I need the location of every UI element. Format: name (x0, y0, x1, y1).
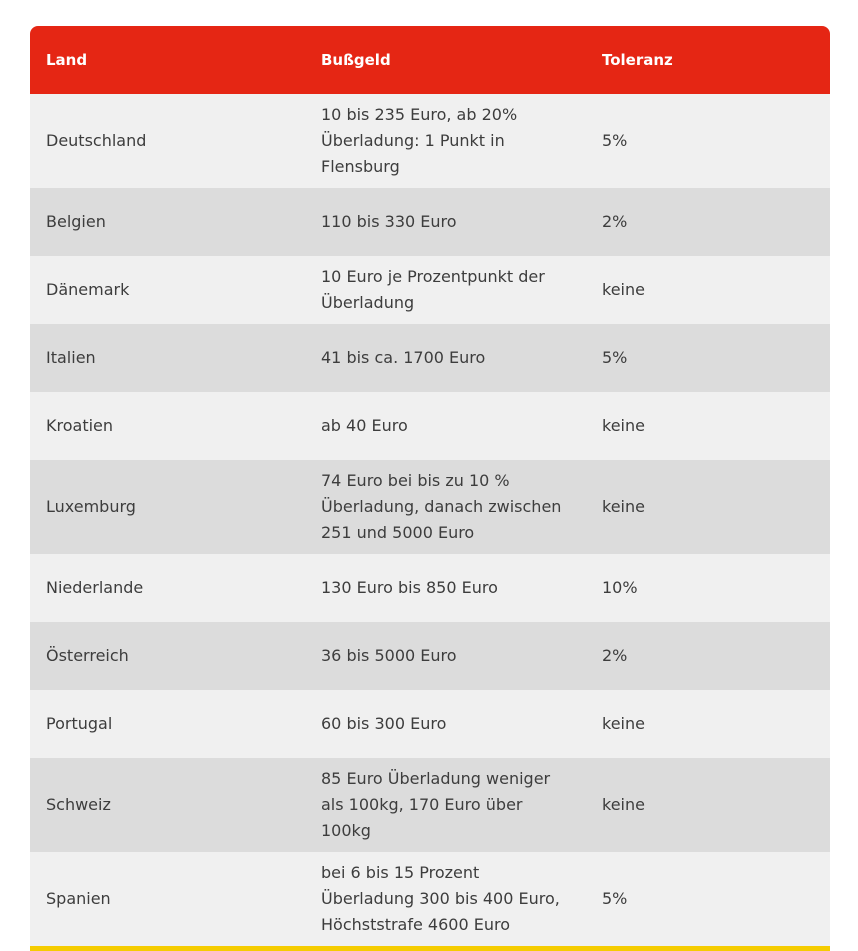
cell-bussgeld: 10 bis 235 Euro, ab 20% Überladung: 1 Punkt in Flensburg (321, 105, 518, 176)
fines-table (30, 26, 830, 951)
cell-toleranz: 10% (602, 578, 638, 597)
cell-land: Belgien (46, 212, 106, 231)
table-row (30, 758, 830, 852)
cell-toleranz: keine (602, 280, 645, 299)
cell-land: Niederlande (46, 578, 144, 597)
cell-toleranz: keine (602, 416, 645, 435)
cell-land: Deutschland (46, 131, 147, 150)
cell-land: Luxemburg (46, 497, 136, 516)
cell-land: Italien (46, 348, 96, 367)
table-body (30, 94, 830, 949)
table-row (30, 460, 830, 554)
table-row (30, 256, 830, 324)
table-row (30, 554, 830, 622)
table-row (30, 852, 830, 949)
cell-land: Dänemark (46, 280, 130, 299)
cell-toleranz: 5% (602, 348, 628, 367)
cell-toleranz: 2% (602, 212, 628, 231)
table-row (30, 188, 830, 256)
cell-toleranz: 5% (602, 131, 628, 150)
cell-bussgeld: 85 Euro Überladung weniger als 100kg, 170 Euro über 100kg (321, 769, 551, 840)
table-row (30, 392, 830, 460)
cell-bussgeld: ab 40 Euro (321, 416, 408, 435)
cell-toleranz: 5% (586, 852, 830, 949)
cell-land: Österreich (46, 646, 129, 665)
table-row (30, 622, 830, 690)
cell-toleranz: keine (602, 795, 645, 814)
table-row (30, 324, 830, 392)
cell-bussgeld: 36 bis 5000 Euro (321, 646, 457, 665)
header-land: Land (46, 51, 88, 69)
fines-table-container (30, 26, 830, 951)
cell-bussgeld: 74 Euro bei bis zu 10 % Überladung, danach zwischen 251 und 5000 Euro (321, 471, 562, 542)
cell-toleranz: keine (602, 497, 645, 516)
cell-bussgeld: 41 bis ca. 1700 Euro (321, 348, 486, 367)
table-row (30, 690, 830, 758)
table-row (30, 94, 830, 188)
header-row (30, 26, 830, 94)
cell-bussgeld: 60 bis 300 Euro (321, 714, 447, 733)
header-toleranz: Toleranz (602, 51, 673, 69)
cell-bussgeld: bei 6 bis 15 Prozent Überladung 300 bis 400 Euro, Höchststrafe 4600 Euro (305, 852, 586, 949)
cell-land: Schweiz (46, 795, 111, 814)
table-header (30, 26, 830, 94)
header-bussgeld: Bußgeld (321, 51, 391, 69)
cell-toleranz: keine (602, 714, 645, 733)
cell-land: Portugal (46, 714, 113, 733)
cell-land: Spanien (30, 852, 305, 949)
cell-bussgeld: 10 Euro je Prozentpunkt der Überladung (321, 267, 545, 312)
cell-bussgeld: 110 bis 330 Euro (321, 212, 457, 231)
cell-toleranz: 2% (602, 646, 628, 665)
cell-land: Kroatien (46, 416, 114, 435)
cell-bussgeld: 130 Euro bis 850 Euro (321, 578, 498, 597)
